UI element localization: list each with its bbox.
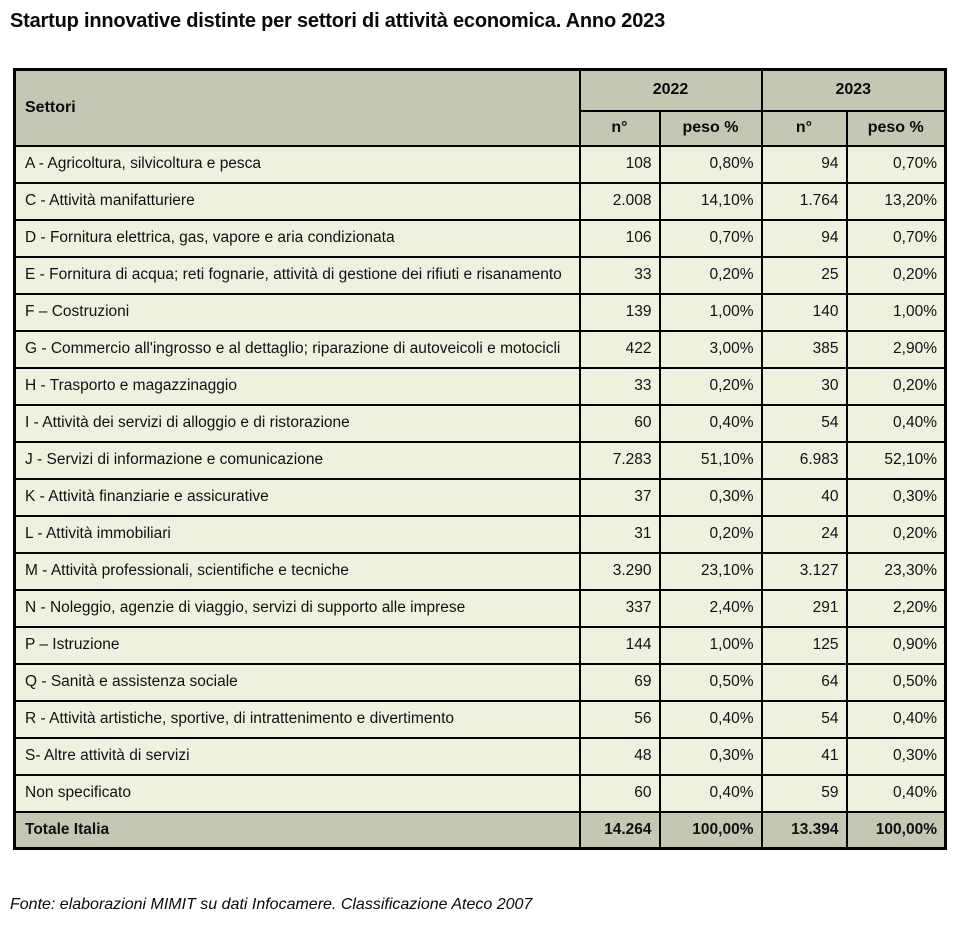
column-header-peso-2023: peso % xyxy=(847,111,946,146)
n-2023-cell: 40 xyxy=(762,479,847,516)
sector-name-cell: D - Fornitura elettrica, gas, vapore e aria condizionata xyxy=(15,220,580,257)
table-row xyxy=(15,590,946,627)
n-2022-cell: 60 xyxy=(580,775,660,812)
peso-2023-cell: 52,10% xyxy=(847,442,946,479)
peso-2022-cell: 0,70% xyxy=(660,220,762,257)
n-2023-cell: 291 xyxy=(762,590,847,627)
peso-2022-cell: 3,00% xyxy=(660,331,762,368)
table-row xyxy=(15,627,946,664)
source-note: Fonte: elaborazioni MIMIT su dati Infocamere. Classificazione Ateco 2007 xyxy=(10,896,533,913)
column-header-2023: 2023 xyxy=(762,70,946,111)
n-2022-cell: 33 xyxy=(580,257,660,294)
peso-2022-cell: 1,00% xyxy=(660,294,762,331)
table-row xyxy=(15,553,946,590)
peso-2023-cell: 2,20% xyxy=(847,590,946,627)
n-2023-cell: 1.764 xyxy=(762,183,847,220)
table-row xyxy=(15,405,946,442)
table-row xyxy=(15,331,946,368)
sector-name-cell: G - Commercio all'ingrosso e al dettaglio; riparazione di autoveicoli e motocicli xyxy=(15,331,580,368)
n-2022-cell: 106 xyxy=(580,220,660,257)
table-row xyxy=(15,368,946,405)
peso-2023-cell: 13,20% xyxy=(847,183,946,220)
peso-2022-cell: 51,10% xyxy=(660,442,762,479)
n-2023-cell: 6.983 xyxy=(762,442,847,479)
peso-2023-cell: 0,50% xyxy=(847,664,946,701)
table-row xyxy=(15,775,946,812)
peso-2023-cell: 2,90% xyxy=(847,331,946,368)
peso-2022-cell: 0,20% xyxy=(660,368,762,405)
n-2023-cell: 94 xyxy=(762,220,847,257)
table-row xyxy=(15,220,946,257)
peso-2022-cell: 0,40% xyxy=(660,775,762,812)
n-2022-cell: 60 xyxy=(580,405,660,442)
table-row xyxy=(15,294,946,331)
peso-2022-cell: 0,20% xyxy=(660,516,762,553)
sector-name-cell: S- Altre attività di servizi xyxy=(15,738,580,775)
peso-2023-cell: 0,20% xyxy=(847,368,946,405)
n-2022-cell: 422 xyxy=(580,331,660,368)
column-header-2022: 2022 xyxy=(580,70,762,111)
peso-2022-cell: 0,30% xyxy=(660,479,762,516)
n-2023-cell: 24 xyxy=(762,516,847,553)
sector-name-cell: R - Attività artistiche, sportive, di intrattenimento e divertimento xyxy=(15,701,580,738)
peso-2022-cell: 23,10% xyxy=(660,553,762,590)
total-peso-2022-cell: 100,00% xyxy=(660,812,762,849)
n-2022-cell: 108 xyxy=(580,146,660,183)
n-2022-cell: 33 xyxy=(580,368,660,405)
table-row xyxy=(15,738,946,775)
table-row xyxy=(15,146,946,183)
peso-2023-cell: 0,20% xyxy=(847,257,946,294)
sector-name-cell: M - Attività professionali, scientifiche e tecniche xyxy=(15,553,580,590)
n-2023-cell: 3.127 xyxy=(762,553,847,590)
peso-2023-cell: 0,30% xyxy=(847,738,946,775)
table-row xyxy=(15,479,946,516)
n-2022-cell: 144 xyxy=(580,627,660,664)
page-title: Startup innovative distinte per settori di attività economica. Anno 2023 xyxy=(10,10,666,32)
peso-2022-cell: 0,40% xyxy=(660,701,762,738)
n-2023-cell: 385 xyxy=(762,331,847,368)
peso-2022-cell: 0,40% xyxy=(660,405,762,442)
column-header-peso-2022: peso % xyxy=(660,111,762,146)
sector-name-cell: E - Fornitura di acqua; reti fognarie, attività di gestione dei rifiuti e risanamento xyxy=(15,257,580,294)
n-2023-cell: 59 xyxy=(762,775,847,812)
sector-name-cell: P – Istruzione xyxy=(15,627,580,664)
n-2022-cell: 69 xyxy=(580,664,660,701)
total-peso-2023-cell: 100,00% xyxy=(847,812,946,849)
peso-2022-cell: 0,30% xyxy=(660,738,762,775)
peso-2022-cell: 0,80% xyxy=(660,146,762,183)
n-2023-cell: 41 xyxy=(762,738,847,775)
peso-2022-cell: 0,50% xyxy=(660,664,762,701)
table-header xyxy=(15,70,946,146)
peso-2022-cell: 14,10% xyxy=(660,183,762,220)
total-row xyxy=(15,812,946,849)
n-2023-cell: 54 xyxy=(762,701,847,738)
total-n-2023-cell: 13.394 xyxy=(762,812,847,849)
n-2022-cell: 139 xyxy=(580,294,660,331)
sector-name-cell: J - Servizi di informazione e comunicazione xyxy=(15,442,580,479)
n-2022-cell: 31 xyxy=(580,516,660,553)
n-2022-cell: 2.008 xyxy=(580,183,660,220)
column-header-settori: Settori xyxy=(15,70,580,146)
sector-name-cell: N - Noleggio, agenzie di viaggio, servizi di supporto alle imprese xyxy=(15,590,580,627)
table-row xyxy=(15,701,946,738)
peso-2023-cell: 0,40% xyxy=(847,701,946,738)
n-2023-cell: 25 xyxy=(762,257,847,294)
n-2023-cell: 54 xyxy=(762,405,847,442)
startup-sectors-table xyxy=(13,68,947,850)
sector-name-cell: Q - Sanità e assistenza sociale xyxy=(15,664,580,701)
peso-2022-cell: 2,40% xyxy=(660,590,762,627)
header-row-years xyxy=(15,70,946,111)
peso-2022-cell: 0,20% xyxy=(660,257,762,294)
sector-name-cell: Non specificato xyxy=(15,775,580,812)
sector-name-cell: I - Attività dei servizi di alloggio e di ristorazione xyxy=(15,405,580,442)
n-2023-cell: 64 xyxy=(762,664,847,701)
sector-name-cell: K - Attività finanziarie e assicurative xyxy=(15,479,580,516)
peso-2023-cell: 0,30% xyxy=(847,479,946,516)
peso-2023-cell: 1,00% xyxy=(847,294,946,331)
peso-2023-cell: 0,70% xyxy=(847,146,946,183)
peso-2023-cell: 0,70% xyxy=(847,220,946,257)
sector-name-cell: C - Attività manifatturiere xyxy=(15,183,580,220)
total-n-2022-cell: 14.264 xyxy=(580,812,660,849)
column-header-n-2022: n° xyxy=(580,111,660,146)
column-header-n-2023: n° xyxy=(762,111,847,146)
table-row xyxy=(15,516,946,553)
n-2022-cell: 37 xyxy=(580,479,660,516)
n-2022-cell: 7.283 xyxy=(580,442,660,479)
total-label-cell: Totale Italia xyxy=(15,812,580,849)
table-row xyxy=(15,183,946,220)
n-2022-cell: 3.290 xyxy=(580,553,660,590)
n-2023-cell: 94 xyxy=(762,146,847,183)
sector-name-cell: L - Attività immobiliari xyxy=(15,516,580,553)
n-2023-cell: 140 xyxy=(762,294,847,331)
n-2022-cell: 48 xyxy=(580,738,660,775)
table-row xyxy=(15,664,946,701)
table-row xyxy=(15,442,946,479)
n-2023-cell: 125 xyxy=(762,627,847,664)
peso-2023-cell: 0,20% xyxy=(847,516,946,553)
table-row xyxy=(15,257,946,294)
peso-2023-cell: 0,40% xyxy=(847,405,946,442)
n-2023-cell: 30 xyxy=(762,368,847,405)
table-body xyxy=(15,146,946,849)
peso-2023-cell: 23,30% xyxy=(847,553,946,590)
sector-name-cell: F – Costruzioni xyxy=(15,294,580,331)
n-2022-cell: 56 xyxy=(580,701,660,738)
sector-name-cell: H - Trasporto e magazzinaggio xyxy=(15,368,580,405)
n-2022-cell: 337 xyxy=(580,590,660,627)
peso-2023-cell: 0,90% xyxy=(847,627,946,664)
peso-2023-cell: 0,40% xyxy=(847,775,946,812)
peso-2022-cell: 1,00% xyxy=(660,627,762,664)
sector-name-cell: A - Agricoltura, silvicoltura e pesca xyxy=(15,146,580,183)
